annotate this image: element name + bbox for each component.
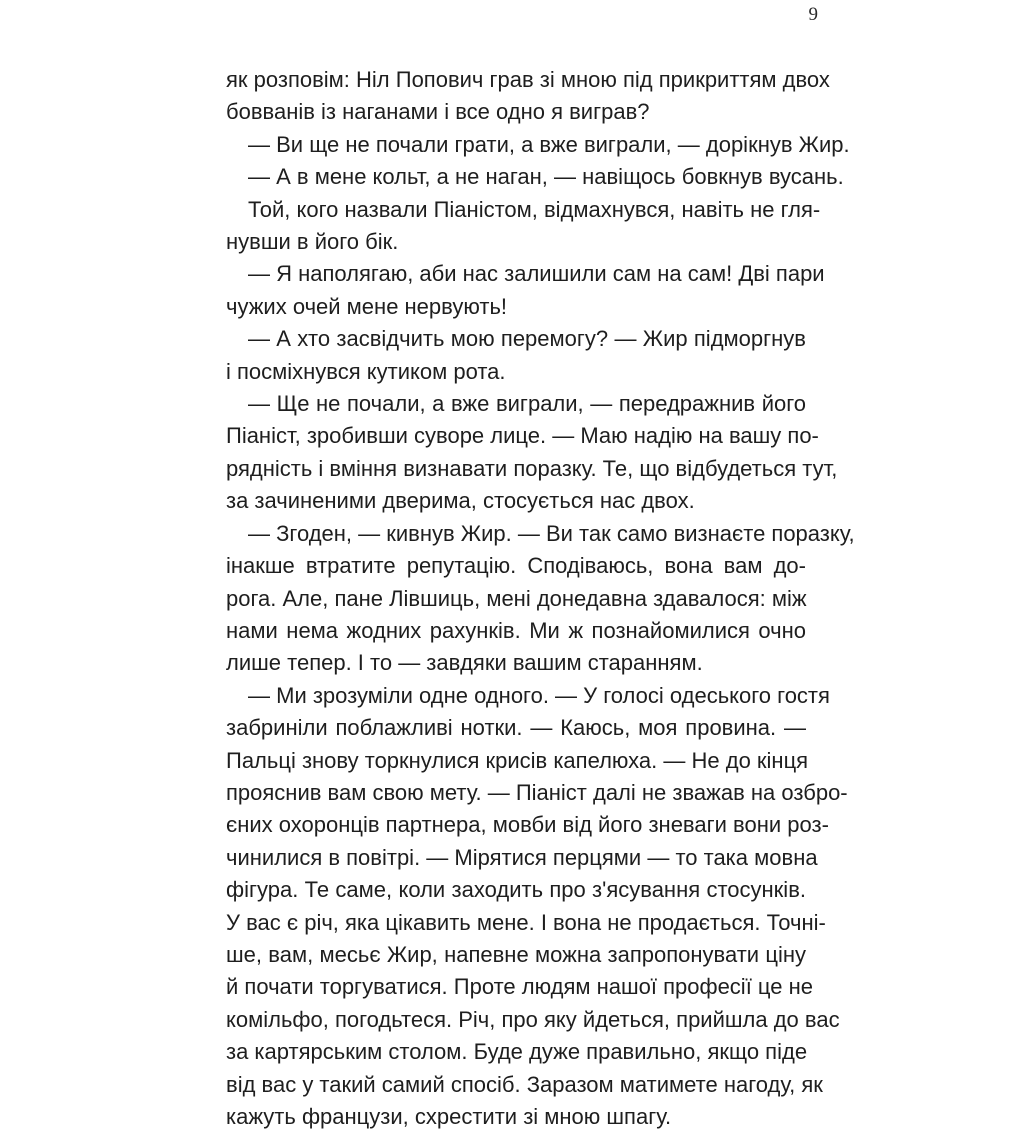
text-line: й почати торгуватися. Проте людям нашої професії це не <box>226 974 814 1000</box>
text-line: від вас у такий самий спосіб. Заразом матимете нагоду, як <box>226 1071 823 1097</box>
text-line: фігура. Те саме, коли заходить про з'ясування стосунків. <box>226 877 806 903</box>
text-line: як розповім: Ніл Попович грав зі мною під прикриттям двох <box>226 67 830 92</box>
text-line: бовванів із наганами і все одно я виграв? <box>226 99 650 125</box>
text-line: Піаніст, зробивши суворе лице. — Маю надію на вашу по- <box>226 423 819 449</box>
text-line: — Я наполягаю, аби нас залишили сам на сам! Дві пари <box>248 261 825 287</box>
text-line: чужих очей мене нервують! <box>226 293 508 319</box>
page-number: 9 <box>808 4 818 25</box>
text-line: нами нема жодних рахунків. Ми ж познайомилися очно <box>226 617 806 643</box>
text-line: інакше втратите репутацію. Сподіваюсь, вона вам до- <box>226 553 806 579</box>
text-line: нувши в його бік. <box>226 229 399 255</box>
text-line: Пальці знову торкнулися крисів капелюха. — Не до кінця <box>226 747 809 773</box>
text-line: за зачиненими дверима, стосується нас двох. <box>226 488 695 514</box>
text-line: ше, вам, месьє Жир, напевне можна запропонувати ціну <box>226 941 806 967</box>
text-line: комільфо, погодьтеся. Річ, про яку йдеться, прийшла до вас <box>226 1006 840 1032</box>
text-line: лише тепер. І то — завдяки вашим старанням. <box>226 650 703 676</box>
text-line: і посміхнувся кутиком рота. <box>226 358 506 384</box>
text-line: — А в мене кольт, а не наган, — навіщось бовкнув вусань. <box>248 164 844 190</box>
text-line: Той, кого назвали Піаністом, відмахнувся, навіть не гля- <box>248 196 821 222</box>
text-line: У вас є річ, яка цікавить мене. І вона не продається. Точні- <box>226 909 826 935</box>
text-line: чинилися в повітрі. — Мірятися перцями — то така мовна <box>226 844 818 870</box>
text-line: за картярським столом. Буде дуже правильно, якщо піде <box>226 1039 808 1065</box>
text-line: рядність і вміння визнавати поразку. Те, що відбудеться тут, <box>226 455 838 481</box>
text-line: прояснив вам свою мету. — Піаніст далі не зважав на озбро- <box>226 779 848 805</box>
body-text <box>226 64 855 1133</box>
text-line: забриніли поблажливі нотки. — Каюсь, моя провина. — <box>226 715 806 741</box>
text-line: — Ми зрозуміли одне одного. — У голосі одеського гостя <box>248 682 830 708</box>
text-line: — Ще не почали, а вже виграли, — передражнив його <box>248 391 806 417</box>
text-line: кажуть французи, схрестити зі мною шпагу. <box>226 1104 672 1129</box>
text-line: — А хто засвідчить мою перемогу? — Жир підморгнув <box>248 326 806 352</box>
text-line: — Ви ще не почали грати, а вже виграли, — дорікнув Жир. <box>248 131 850 157</box>
text-line: єних охоронців партнера, мовби від його зневаги вони роз- <box>226 812 829 838</box>
text-line: рога. Але, пане Лівшиць, мені донедавна здавалося: між <box>226 585 807 611</box>
text-line: — Згоден, — кивнув Жир. — Ви так само визнаєте поразку, <box>248 520 855 546</box>
